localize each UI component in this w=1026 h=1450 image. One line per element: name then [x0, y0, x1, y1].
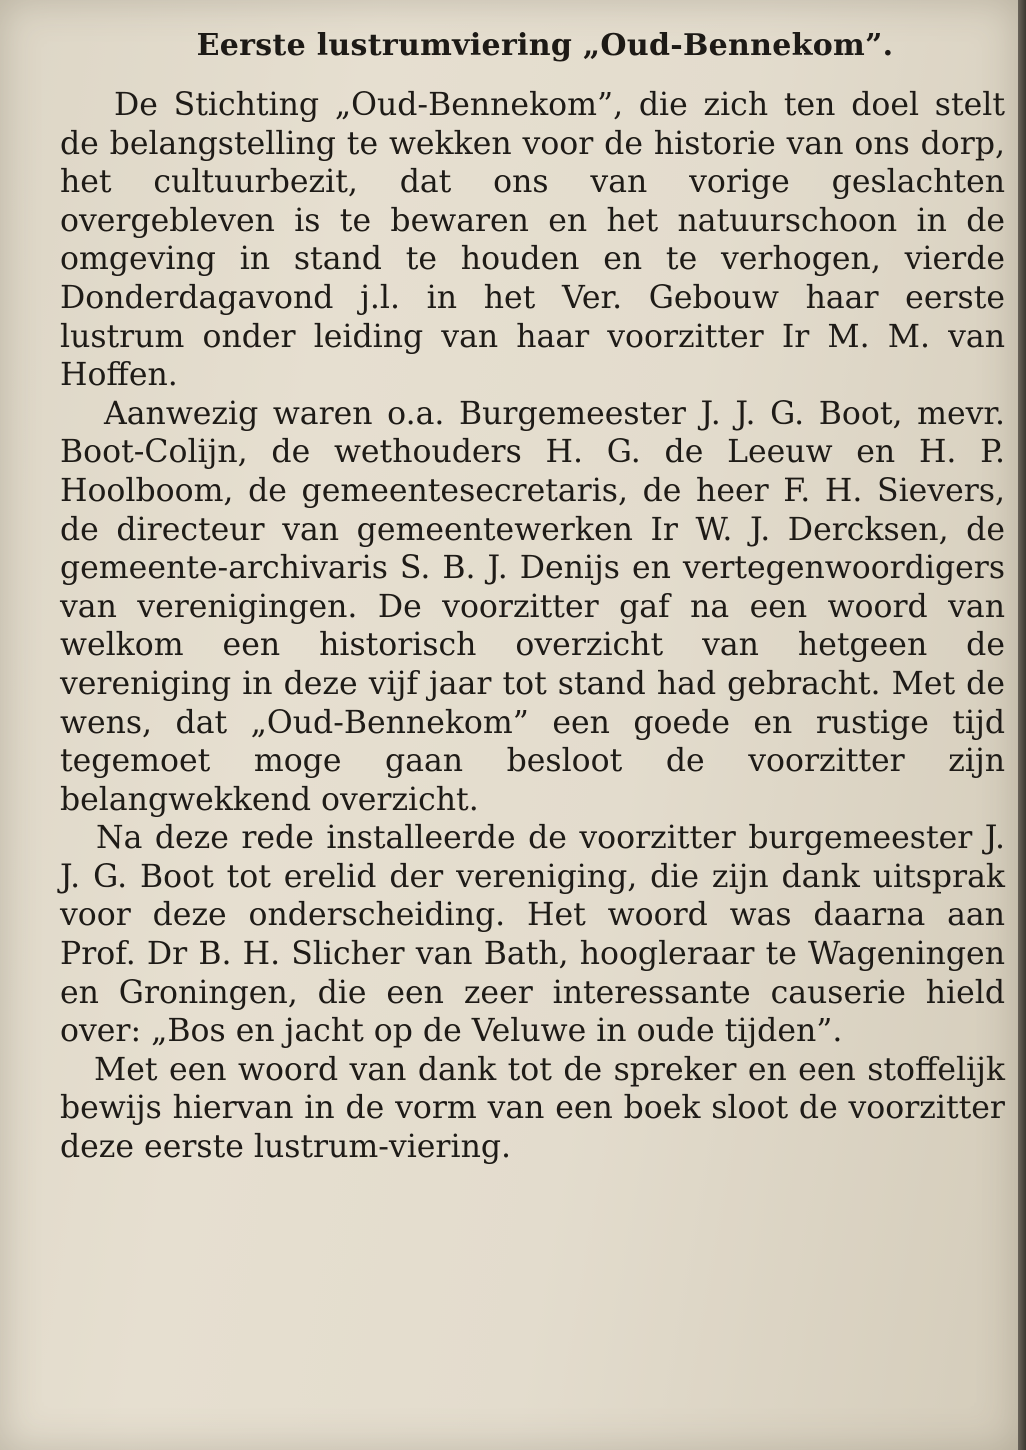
- article-body: [60, 86, 1005, 1167]
- article-headline: Eerste lustrumviering „Oud-Bennekom”.: [196, 28, 894, 63]
- article-paragraph-2: Aanwezig waren o.a. Burgemeester J. J. G. Boot, mevr. Boot-Colijn, de wethouders H. G. de Leeuw en H. P. Hoolboom, de gemeentesecretaris, de heer F. H. Sievers, de directeur van gemeentewerken Ir W. J. Dercksen, de gemeente-archivaris S. B. J. Denijs en vertegenwoordigers van verenigingen. De voorzitter gaf na een woord van welkom een historisch overzicht van hetgeen de vereniging in deze vijf jaar tot stand had gebracht. Met de wens, dat „Oud-Bennekom” een goede en rustige tijd tegemoet moge gaan besloot de voorzitter zijn belangwekkend overzicht.: [60, 395, 1005, 818]
- article-paragraph-4: Met een woord van dank tot de spreker en een stoffelijk bewijs hiervan in de vorm van een boek sloot de voorzitter deze eerste lustrum-viering.: [60, 1051, 1005, 1166]
- article-paragraph-3: Na deze rede installeerde de voorzitter burgemeester J. J. G. Boot tot erelid der vereniging, die zijn dank uitsprak voor deze onderscheiding. Het woord was daarna aan Prof. Dr B. H. Slicher van Bath, hoogleraar te Wageningen en Groningen, die een zeer interessante causerie hield over: „Bos en jacht op de Veluwe in oude tijden”.: [60, 820, 1005, 1050]
- page-edge-shadow: [1018, 0, 1026, 1450]
- article-paragraph-1: De Stichting „Oud-Bennekom”, die zich ten doel stelt de belangstelling te wekken voor de historie van ons dorp, het cultuurbezit, dat ons van vorige geslachten overgebleven is te bewaren en het natuurschoon in de omgeving in stand te houden en te verhogen, vierde Donderdagavond j.l. in het Ver. Gebouw haar eerste lustrum onder leiding van haar voorzitter Ir M. M. van Hoffen.: [60, 87, 1005, 394]
